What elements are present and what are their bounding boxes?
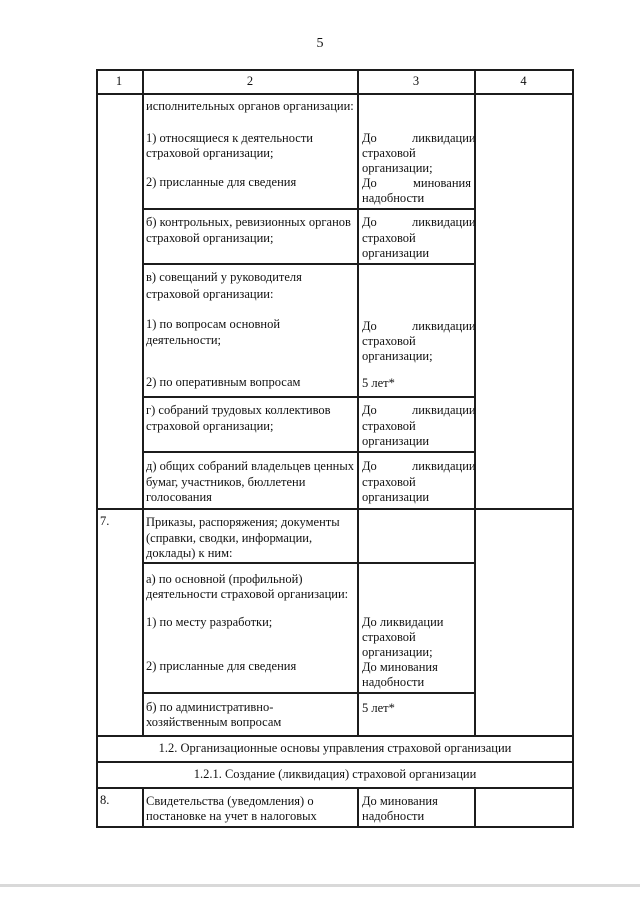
table-border-right <box>572 69 574 827</box>
cell-text: страховой организации; <box>146 146 274 160</box>
period-text: страховой <box>362 419 416 433</box>
row-number: 7. <box>100 514 110 528</box>
cell-text: 1) по месту разработки; <box>146 615 273 629</box>
cell-text: а) по основной (профильной) <box>146 572 303 586</box>
row-divider <box>142 396 475 398</box>
table-border-bottom <box>96 826 574 828</box>
column-divider-3 <box>474 788 476 827</box>
page-edge <box>0 884 640 887</box>
cell-text: исполнительных органов организации: <box>146 99 354 113</box>
header-divider <box>96 93 574 95</box>
column-divider-2 <box>357 788 359 827</box>
row-divider <box>96 735 574 737</box>
cell-text: 2) присланные для сведения <box>146 659 297 673</box>
section-heading: 1.2. Организационные основы управления страховой организации <box>158 741 512 755</box>
column-header-2: 2 <box>246 74 254 88</box>
period-text: минования <box>413 176 471 190</box>
cell-text: 2) по оперативным вопросам <box>146 375 301 389</box>
cell-text: д) общих собраний владельцев ценных <box>146 459 354 473</box>
row-divider <box>96 787 574 789</box>
cell-text: страховой организации; <box>146 231 274 245</box>
cell-text: в) совещаний у руководителя <box>146 270 302 284</box>
cell-text: страховой организации; <box>146 419 274 433</box>
cell-text: деятельности; <box>146 333 222 347</box>
cell-text: страховой организации: <box>146 287 274 301</box>
period-text: организации; <box>362 645 433 659</box>
cell-text: голосования <box>146 490 212 504</box>
row-divider <box>142 208 475 210</box>
period-text: 5 лет* <box>362 376 395 390</box>
row-divider <box>96 761 574 763</box>
table-border-top <box>96 69 574 71</box>
period-text: ликвидации <box>412 319 476 333</box>
period-text: надобности <box>362 191 425 205</box>
column-divider-2 <box>357 69 359 736</box>
period-text: страховой <box>362 231 416 245</box>
period-text: ликвидации <box>412 131 476 145</box>
period-text: ликвидации <box>412 215 476 229</box>
period-text: надобности <box>362 675 425 689</box>
column-header-4: 4 <box>520 74 527 88</box>
period-text: организации <box>362 246 430 260</box>
period-text: страховой <box>362 334 416 348</box>
cell-text: б) контрольных, ревизионных органов <box>146 215 351 229</box>
cell-text: б) по административно- <box>146 700 274 714</box>
period-text: 5 лет* <box>362 701 395 715</box>
cell-text: хозяйственным вопросам <box>146 715 282 729</box>
column-divider-1 <box>142 69 144 736</box>
period-text: До <box>362 215 377 229</box>
row-divider <box>142 451 475 453</box>
period-text: организации <box>362 434 430 448</box>
cell-text: (справки, сводки, информации, <box>146 531 313 545</box>
cell-text: Приказы, распоряжения; документы <box>146 515 340 529</box>
column-divider-1 <box>142 788 144 827</box>
table-border-left <box>96 69 98 827</box>
period-text: организации; <box>362 349 433 363</box>
cell-text: бумаг, участников, бюллетени <box>146 475 306 489</box>
period-text: До минования <box>362 794 438 808</box>
period-text: До <box>362 319 377 333</box>
row-number: 8. <box>100 793 110 807</box>
cell-text: 1) по вопросам основной <box>146 317 281 331</box>
cell-text: Свидетельства (уведомления) о <box>146 794 314 808</box>
period-text: До <box>362 403 377 417</box>
period-text: ликвидации <box>412 459 476 473</box>
column-header-3: 3 <box>412 74 420 88</box>
document-table <box>96 69 574 827</box>
cell-text: г) собраний трудовых коллективов <box>146 403 331 417</box>
period-text: До <box>362 131 377 145</box>
period-text: организации; <box>362 161 433 175</box>
period-text: страховой <box>362 475 416 489</box>
row-divider <box>142 263 475 265</box>
row-divider <box>142 562 475 564</box>
period-text: ликвидации <box>412 403 476 417</box>
row-divider <box>142 692 475 694</box>
period-text: организации <box>362 490 430 504</box>
cell-text: деятельности страховой организации: <box>146 587 349 601</box>
row-divider <box>96 508 574 510</box>
period-text: До минования <box>362 660 438 674</box>
period-text: До ликвидации <box>362 615 444 629</box>
cell-text: 2) присланные для сведения <box>146 175 297 189</box>
period-text: страховой <box>362 630 416 644</box>
subsection-heading: 1.2.1. Создание (ликвидация) страховой организации <box>193 767 477 781</box>
period-text: До <box>362 459 377 473</box>
column-header-1: 1 <box>115 74 123 88</box>
period-text: страховой <box>362 146 416 160</box>
cell-text: доклады) к ним: <box>146 546 233 560</box>
period-text: надобности <box>362 809 425 823</box>
page-number: 5 <box>316 36 324 51</box>
cell-text: постановке на учет в налоговых <box>146 809 317 823</box>
cell-text: 1) относящиеся к деятельности <box>146 131 313 145</box>
period-text: До <box>362 176 377 190</box>
